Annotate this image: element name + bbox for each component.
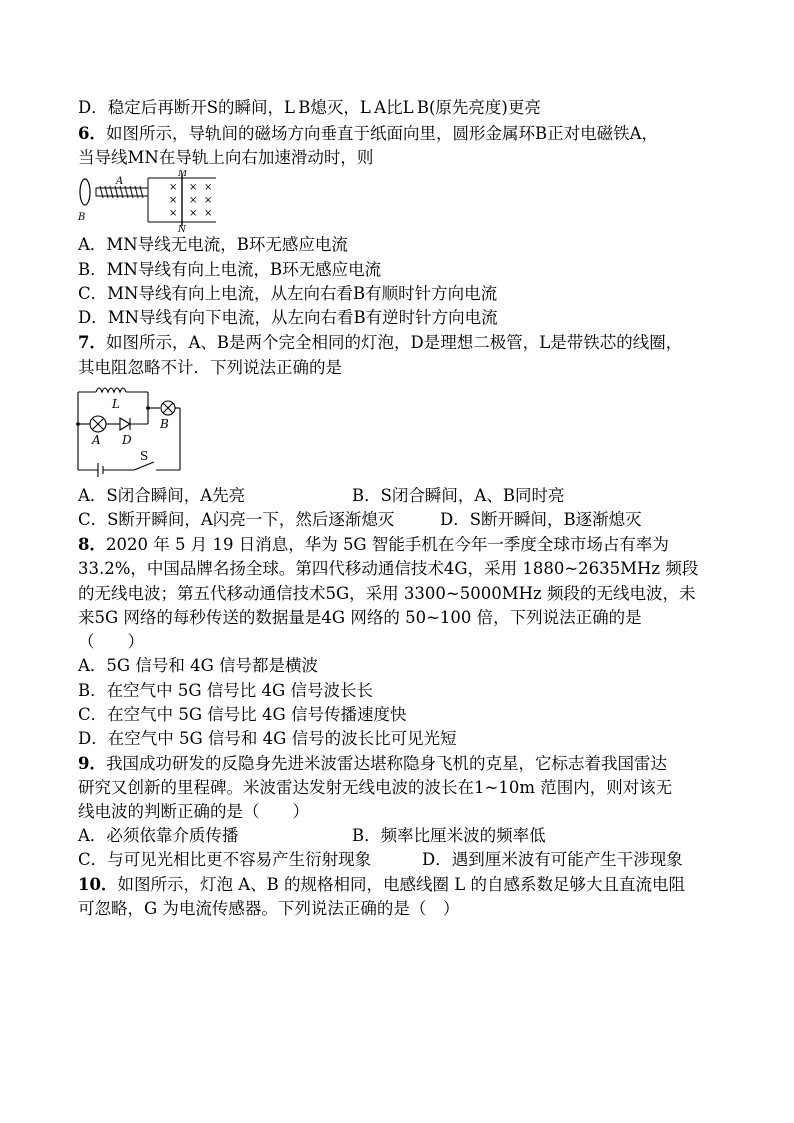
q7-option-a: A．S闭合瞬间，A先亮 [78,486,246,505]
q6-label-m: M [178,170,188,179]
q6-figure-svg [74,170,224,232]
svg-text:×: × [189,208,198,219]
q8-stem-text-1: 2020 年 5 月 19 日消息，华为 5G 智能手机在今年一季度全球市场占有率为 [105,535,669,554]
q8-option-a: A．5G 信号和 4G 信号都是横波 [78,656,319,675]
svg-text:×: × [169,182,178,193]
q6-stem-line-2: 当导线MN在导轨上向右加速滑动时，则 [78,148,374,167]
q9-option-c: C．与可见光相比更不容易产生衍射现象 [78,850,372,869]
q9-option-a: A．必须依靠介质传播 [78,826,239,845]
q6-option-d: D．MN导线有向下电流，从左向右看B有逆时针方向电流 [78,308,498,327]
q6-label-n: N [178,225,186,232]
q8-option-d: D．在空气中 5G 信号和 4G 信号的波长比可见光短 [78,729,457,748]
q7-label-a: A [92,433,101,447]
q9-number: 9． [78,754,106,773]
q7-figure [72,378,188,482]
switch-s [134,462,154,470]
svg-text:×: × [204,182,213,193]
q6-figure [74,170,224,236]
q9-stem-line-1 [78,752,667,776]
q7-label-s: S [140,449,149,463]
svg-text:×: × [204,208,213,219]
q9-option-b: B．频率比厘米波的频率低 [352,826,546,845]
q7-option-c: C．S断开瞬间，A闪亮一下，然后逐渐熄灭 [78,510,395,529]
q8-answer-paren: （ ） [78,632,144,651]
svg-text:×: × [169,195,178,206]
q6-label-b: B [78,212,86,223]
q8-stem-line-3: 的无线电波；第五代移动通信技术5G，采用 3300~5000MHz 频段的无线电波，未 [78,584,696,603]
svg-text:×: × [189,182,198,193]
q6-option-c: C．MN导线有向上电流，从左向右看B有顺时针方向电流 [78,284,498,303]
magnetic-field-marks [169,182,212,219]
q8-stem-line-2: 33.2%，中国品牌名扬全球。第四代移动通信技术4G，采用 1880~2635MHz 频段 [78,559,699,578]
q6-stem-text-1: 如图所示，导轨间的磁场方向垂直于纸面向里，圆形金属环B正对电磁铁A， [105,124,659,143]
diode-d [120,418,130,430]
q6-number: 6． [78,124,106,143]
svg-text:×: × [204,195,213,206]
q8-option-c: C．在空气中 5G 信号比 4G 信号传播速度快 [78,705,407,724]
q7-number: 7． [78,333,106,352]
q6-label-a: A [116,176,124,187]
q8-option-b: B．在空气中 5G 信号比 4G 信号波长长 [78,681,373,700]
q9-stem-text-1: 我国成功研发的反隐身先进米波雷达堪称隐身飞机的克星，它标志着我国雷达 [105,754,667,773]
q10-stem-line-1 [78,873,685,897]
q8-stem-line-4: 来5G 网络的每秒传送的数据量是4G 网络的 50~100 倍，下列说法正确的是 [78,608,642,627]
q7-stem-text-1: 如图所示，A、B是两个完全相同的灯泡，D是理想二极管，L是带铁芯的线圈， [105,333,683,352]
q7-stem-line-2: 其电阻忽略不计．下列说法正确的是 [78,358,342,377]
svg-text:×: × [169,208,178,219]
q9-stem-line-2: 研究又创新的里程碑。米波雷达发射无线电波的波长在1~10m 范围内，则对该无 [78,778,673,797]
q7-stem-line-1 [78,331,682,355]
q7-option-d: D．S断开瞬间，B逐渐熄灭 [440,510,642,529]
q7-label-b: B [160,417,169,431]
svg-text:×: × [189,195,198,206]
inductor-coil-l [96,388,126,392]
q10-stem-line-2: 可忽略，G 为电流传感器。下列说法正确的是（ ） [78,899,460,918]
q10-stem-text-1: 如图所示，灯泡 A、B 的规格相同，电感线圈 L 的自感系数足够大且直流电阻 [117,875,685,894]
q7-label-l: L [112,397,120,411]
q5-option-d: D．稳定后再断开S的瞬间，L B熄灭，L A比L B(原先亮度)更亮 [78,98,541,117]
q7-circuit-svg [72,378,188,478]
q7-option-b: B．S闭合瞬间，A、B同时亮 [352,486,565,505]
q9-stem-line-3: 线电波的判断正确的是（ ） [78,802,309,821]
q6-stem-line-1 [78,122,658,146]
q10-number: 10． [78,875,118,894]
q6-option-a: A．MN导线无电流，B环无感应电流 [78,235,348,254]
metal-ring-b [80,179,90,205]
q9-option-d: D．遇到厘米波有可能产生干涉现象 [422,850,683,869]
q8-stem-line-1 [78,533,669,557]
q7-label-d: D [122,433,132,447]
q6-option-b: B．MN导线有向上电流，B环无感应电流 [78,260,382,279]
q8-number: 8． [78,535,106,554]
